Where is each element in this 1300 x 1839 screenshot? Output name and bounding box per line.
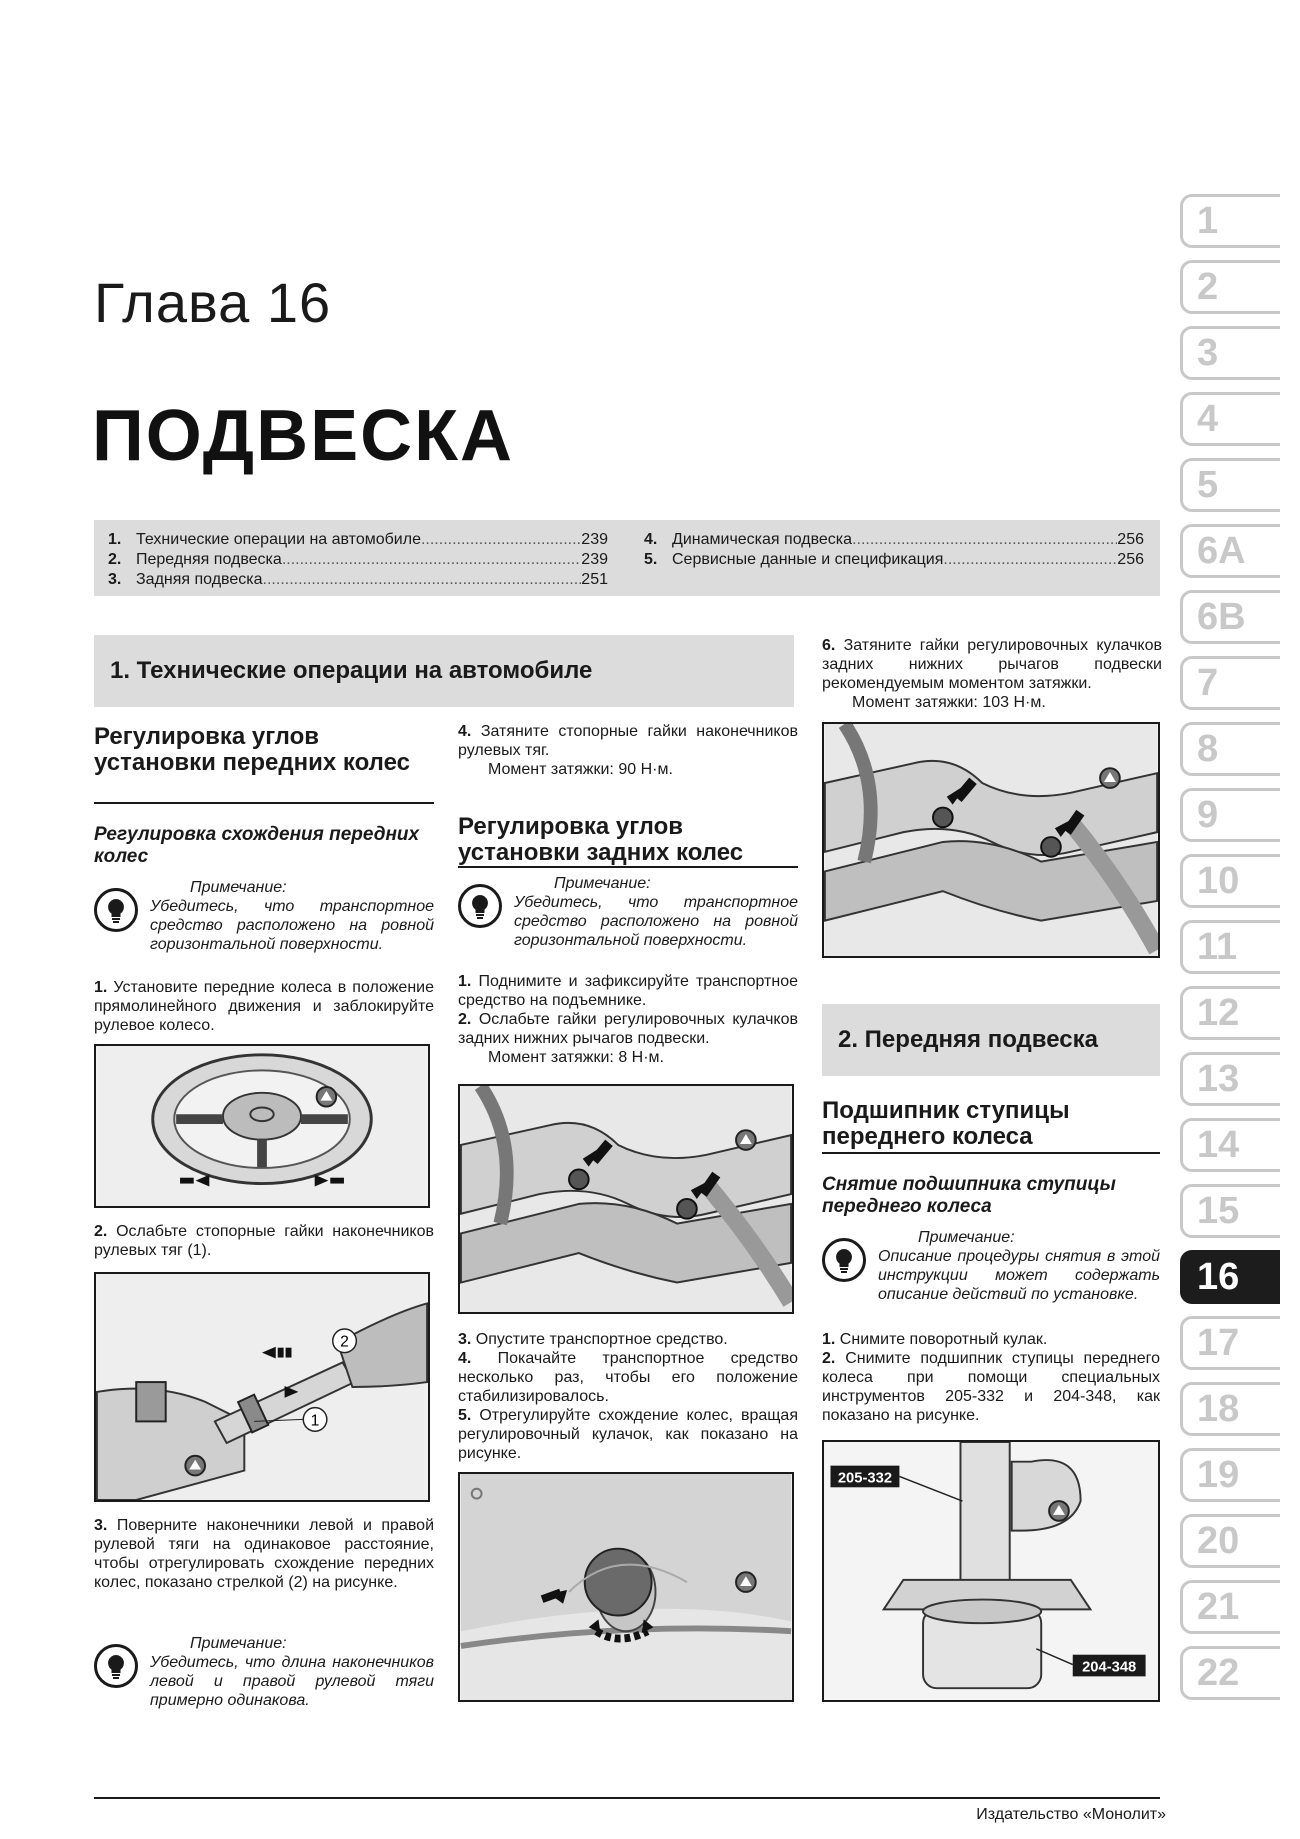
tab-chapter-15[interactable]: 15 xyxy=(1180,1184,1280,1238)
tab-chapter-19[interactable]: 19 xyxy=(1180,1448,1280,1502)
toc-item[interactable]: 3. Задняя подвеска ..... 251 xyxy=(108,570,608,590)
subheading-bearing-removal: Снятие подшипника ступицы переднего колеса xyxy=(822,1174,1116,1217)
torque-value: Момент затяжки: 8 Н·м. xyxy=(488,1049,664,1066)
bulb-icon xyxy=(94,888,138,932)
step-6: 6. Затяните гайки регулировочных кулачков задних нижних рычагов подвески рекомендуемым моментом затяжки. Момент затяжки: 103 Н·м. xyxy=(822,637,1162,711)
step-3: 3. Поверните наконечники левой и правой рулевой тяги на одинаковое расстояние, чтобы отрегулировать схождение передних колес, показано стрелкой (2) на рисунке. xyxy=(94,1517,434,1591)
tab-chapter-17[interactable]: 17 xyxy=(1180,1316,1280,1370)
note-label: Примечание: xyxy=(554,875,651,892)
toc-item[interactable]: 5. Сервисные данные и спецификация ..... 256 xyxy=(644,550,1144,570)
note-box xyxy=(94,1634,434,1710)
tab-chapter-22[interactable]: 22 xyxy=(1180,1646,1280,1700)
rear-arms-tighten-illustration xyxy=(824,724,1158,956)
tab-chapter-21[interactable]: 21 xyxy=(1180,1580,1280,1634)
note-text: Убедитесь, что транспортное средство расположено на ровной горизонтальной поверхности. xyxy=(150,898,434,953)
divider xyxy=(458,866,798,868)
section-header-1: 1. Технические операции на автомобиле xyxy=(94,635,794,707)
toc-item[interactable]: 2. Передняя подвеска ..... 239 xyxy=(108,550,608,570)
tab-chapter-1[interactable]: 1 xyxy=(1180,194,1280,248)
note-box xyxy=(458,874,798,950)
tab-chapter-11[interactable]: 11 xyxy=(1180,920,1280,974)
steps-rear-group-2 xyxy=(458,1330,798,1463)
adjust-cam-illustration xyxy=(460,1474,792,1700)
step-5: 5. Отрегулируйте схождение колес, вращая регулировочный кулачок, как показано на рисунке. xyxy=(458,1407,798,1462)
figure-bearing-tools xyxy=(822,1440,1160,1702)
tab-chapter-6b[interactable]: 6B xyxy=(1180,590,1280,644)
torque-value: Момент затяжки: 90 Н·м. xyxy=(488,761,673,778)
tool-label-205-332: 205-332 xyxy=(837,1470,893,1487)
divider xyxy=(94,802,434,804)
note-label: Примечание: xyxy=(918,1229,1015,1246)
step-2: 2. Ослабьте гайки регулировочных кулачков задних нижних рычагов подвески. xyxy=(458,1011,798,1047)
figure-adjust-cam xyxy=(458,1472,794,1702)
tab-chapter-7[interactable]: 7 xyxy=(1180,656,1280,710)
note-box xyxy=(94,878,434,954)
step-1: 1. Установите передние колеса в положение прямолинейного движения и заблокируйте рулевое колесо. xyxy=(94,979,434,1034)
rear-arms-illustration xyxy=(460,1086,792,1312)
steering-wheel-illustration xyxy=(96,1046,428,1206)
section-header-2: 2. Передняя подвеска xyxy=(822,1004,1160,1076)
tab-chapter-4[interactable]: 4 xyxy=(1180,392,1280,446)
tie-rod-illustration xyxy=(96,1274,428,1500)
tab-chapter-3[interactable]: 3 xyxy=(1180,326,1280,380)
note-label: Примечание: xyxy=(190,879,287,896)
tab-chapter-20[interactable]: 20 xyxy=(1180,1514,1280,1568)
tab-chapter-18[interactable]: 18 xyxy=(1180,1382,1280,1436)
subheading-front-toe: Регулировка схождения передних колес xyxy=(94,824,420,867)
step-4: 4. Покачайте транспортное средство несколько раз, чтобы его положение стабилизировалось. xyxy=(458,1350,798,1405)
step-4: 4. Затяните стопорные гайки наконечников рулевых тяг. Момент затяжки: 90 Н·м. xyxy=(458,723,798,778)
note-box xyxy=(822,1228,1160,1304)
tab-chapter-9[interactable]: 9 xyxy=(1180,788,1280,842)
page-title: ПОДВЕСКА xyxy=(92,396,515,476)
step-1: 1. Поднимите и зафиксируйте транспортное средство на подъемнике. xyxy=(458,973,798,1009)
steps-rear-group-1 xyxy=(458,972,798,1067)
figure-rear-arms xyxy=(458,1084,794,1314)
toc-item[interactable]: 1. Технические операции на автомобиле ..... 239 xyxy=(108,530,608,550)
note-text: Описание процедуры снятия в этой инструкции может содержать описание действий по установке. xyxy=(878,1248,1160,1303)
note-label: Примечание: xyxy=(190,1635,287,1652)
bearing-tools-illustration xyxy=(824,1442,1158,1700)
heading-front-alignment: Регулировка углов установки передних колес xyxy=(94,723,410,776)
step-2: 2. Снимите подшипник ступицы переднего колеса при помощи специальных инструментов 205-332 и 204-348, как показано на рисунке. xyxy=(822,1350,1160,1424)
step-1: 1. Снимите поворотный кулак. xyxy=(822,1331,1048,1348)
tab-chapter-13[interactable]: 13 xyxy=(1180,1052,1280,1106)
steps-hub-bearing xyxy=(822,1330,1160,1425)
step-2: 2. Ослабьте стопорные гайки наконечников рулевых тяг (1). xyxy=(94,1223,434,1259)
tab-chapter-12[interactable]: 12 xyxy=(1180,986,1280,1040)
toc-item[interactable]: 4. Динамическая подвеска ..... 256 xyxy=(644,530,1144,550)
table-of-contents xyxy=(94,520,1160,596)
bulb-icon xyxy=(822,1238,866,1282)
callout-1: 1 xyxy=(310,1412,320,1430)
tab-chapter-14[interactable]: 14 xyxy=(1180,1118,1280,1172)
tab-chapter-8[interactable]: 8 xyxy=(1180,722,1280,776)
toc-left xyxy=(108,530,608,590)
tool-label-204-348: 204-348 xyxy=(1082,1659,1137,1676)
heading-hub-bearing: Подшипник ступицы переднего колеса xyxy=(822,1097,1070,1150)
tab-chapter-6a[interactable]: 6A xyxy=(1180,524,1280,578)
footer-divider xyxy=(94,1797,1160,1799)
tab-chapter-16[interactable]: 16 xyxy=(1180,1250,1280,1304)
bulb-icon xyxy=(458,884,502,928)
bulb-icon xyxy=(94,1644,138,1688)
chapter-label: Глава 16 xyxy=(94,271,332,334)
figure-steering-wheel xyxy=(94,1044,430,1208)
tab-chapter-2[interactable]: 2 xyxy=(1180,260,1280,314)
step-3: 3. Опустите транспортное средство. xyxy=(458,1331,728,1348)
divider xyxy=(822,1152,1160,1154)
torque-value: Момент затяжки: 103 Н·м. xyxy=(852,694,1046,711)
figure-tie-rod xyxy=(94,1272,430,1502)
tab-chapter-10[interactable]: 10 xyxy=(1180,854,1280,908)
note-text: Убедитесь, что длина наконечников левой и правой рулевой тяги примерно одинакова. xyxy=(150,1654,434,1709)
toc-right xyxy=(644,530,1144,570)
publisher-footer: Издательство «Монолит» xyxy=(976,1806,1166,1823)
figure-rear-arms-tighten xyxy=(822,722,1160,958)
note-text: Убедитесь, что транспортное средство расположено на ровной горизонтальной поверхности. xyxy=(514,894,798,949)
callout-2: 2 xyxy=(340,1333,349,1351)
tab-chapter-5[interactable]: 5 xyxy=(1180,458,1280,512)
heading-rear-alignment: Регулировка углов установки задних колес xyxy=(458,813,744,866)
